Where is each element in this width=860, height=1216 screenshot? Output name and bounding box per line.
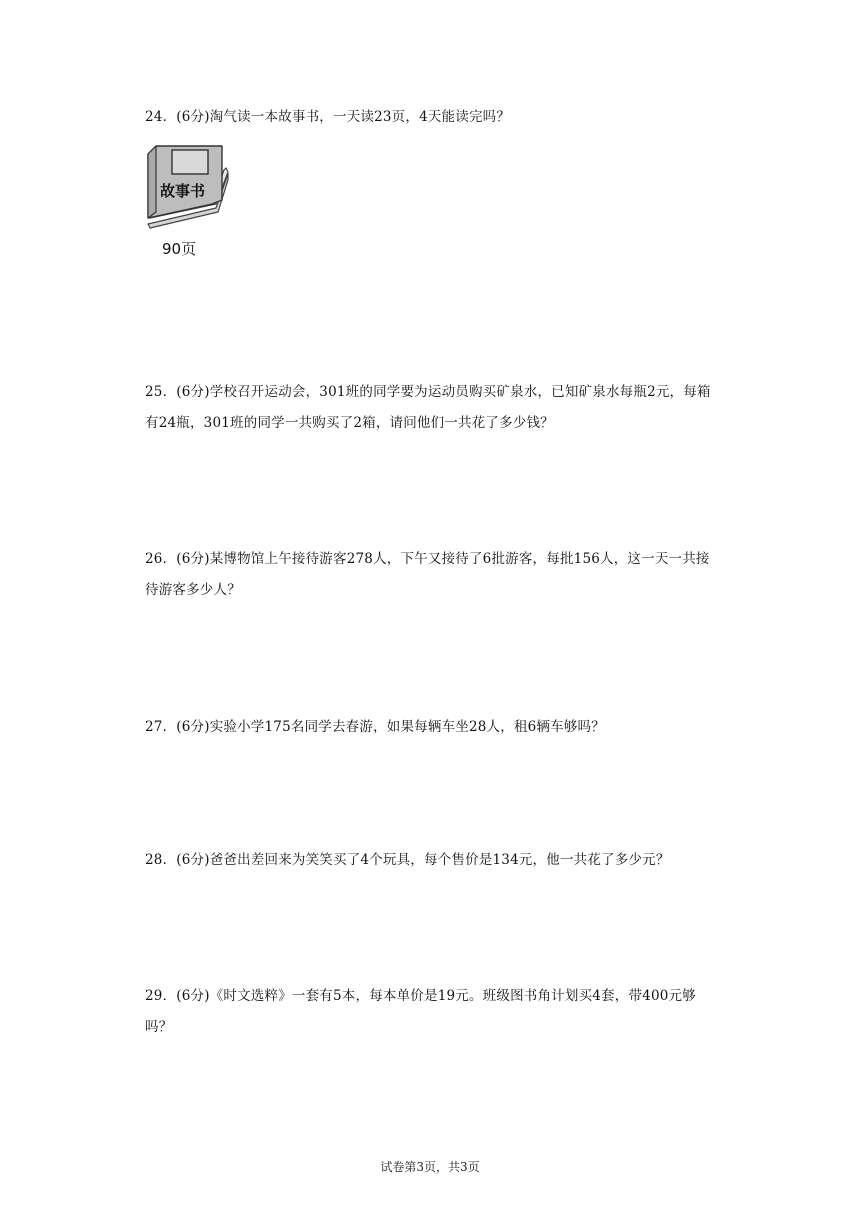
question-24: 24．(6分)淘气读一本故事书，一天读23页，4天能读完吗？ — [145, 109, 511, 125]
book-title: 故事书 — [160, 182, 206, 200]
question-28: 28．(6分)爸爸出差回来为笑笑买了4个玩具，每个售价是134元，他一共花了多少元？ — [145, 852, 670, 868]
page-count-label: 90页 — [162, 240, 197, 258]
question-29: 29．(6分)《时文选粹》一套有5本，每本单价是19元。班级图书角计划买4套，带400元够吗？ — [145, 988, 696, 1035]
question-27: 27．(6分)实验小学175名同学去春游，如果每辆车坐28人，租6辆车够吗？ — [145, 719, 605, 735]
storybook-icon — [142, 142, 234, 242]
question-25: 25．(6分)学校召开运动会，301班的同学要为运动员购买矿泉水，已知矿泉水每瓶2元，每箱有24瓶，301班的同学一共购买了2箱，请问他们一共花了多少钱？ — [145, 384, 711, 431]
page-footer: 试卷第3页，共3页 — [380, 1160, 480, 1174]
question-26: 26．(6分)某博物馆上午接待游客278人，下午又接待了6批游客，每批156人，这一天一共接待游客多少人？ — [145, 551, 710, 598]
